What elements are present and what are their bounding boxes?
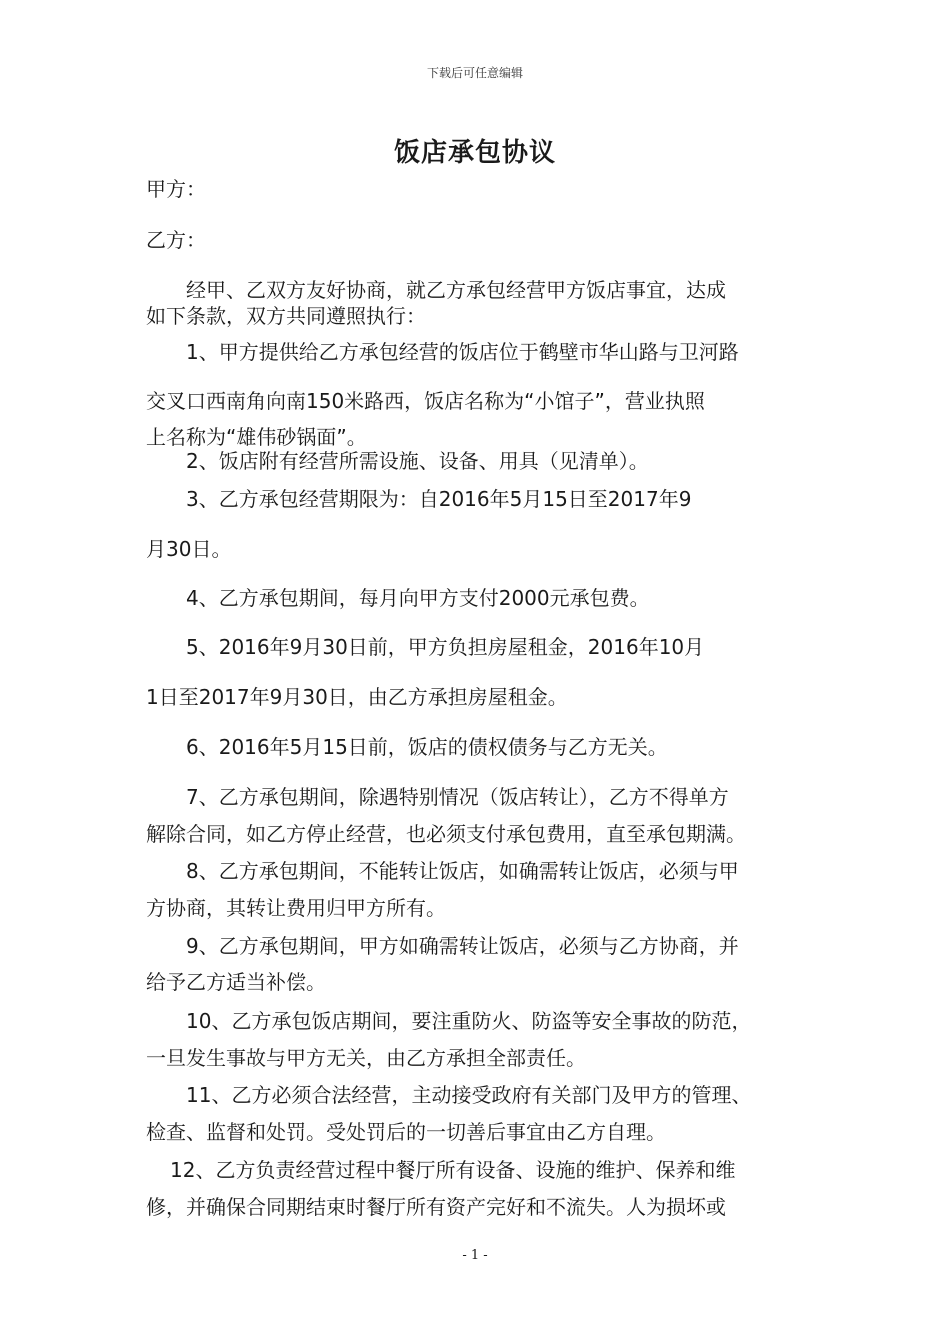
party-b-label: 乙方： xyxy=(146,228,206,252)
clause-line: 一旦发生事故与甲方无关，由乙方承担全部责任。 xyxy=(146,1046,586,1070)
clause-line: 上名称为“雄伟砂锅面”。 xyxy=(146,425,367,449)
clause-line: 1、甲方提供给乙方承包经营的饭店位于鹤壁市华山路与卫河路 xyxy=(186,340,739,364)
clause-line: 1日至2017年9月30日，由乙方承担房屋租金。 xyxy=(146,685,568,709)
clause-line: 修，并确保合同期结束时餐厅所有资产完好和不流失。人为损坏或 xyxy=(146,1195,726,1219)
clause-line: 方协商，其转让费用归甲方所有。 xyxy=(146,896,446,920)
clause-line: 3、乙方承包经营期限为：自2016年5月15日至2017年9 xyxy=(186,487,692,511)
clause-line: 5、2016年9月30日前，甲方负担房屋租金，2016年10月 xyxy=(186,635,705,659)
clause-line: 11、乙方必须合法经营，主动接受政府有关部门及甲方的管理、 xyxy=(186,1083,752,1107)
clause-line: 交叉口西南角向南150米路西，饭店名称为“小馆子”，营业执照 xyxy=(146,389,705,413)
clause-line: 12、乙方负责经营过程中餐厅所有设备、设施的维护、保养和维 xyxy=(170,1158,736,1182)
clause-line: 8、乙方承包期间，不能转让饭店，如确需转让饭店，必须与甲 xyxy=(186,859,739,883)
clause-line: 月30日。 xyxy=(146,537,232,561)
clause-line: 10、乙方承包饭店期间，要注重防火、防盗等安全事故的防范， xyxy=(186,1009,752,1033)
document-title: 饭店承包协议 xyxy=(393,138,556,168)
clause-line: 7、乙方承包期间，除遇特别情况（饭店转让），乙方不得单方 xyxy=(186,785,729,809)
clause-line: 给予乙方适当补偿。 xyxy=(146,970,326,994)
clause-line: 检查、监督和处罚。受处罚后的一切善后事宜由乙方自理。 xyxy=(146,1120,666,1144)
clause-line: 6、2016年5月15日前，饭店的债权债务与乙方无关。 xyxy=(186,735,668,759)
clause-line: 9、乙方承包期间，甲方如确需转让饭店，必须与乙方协商，并 xyxy=(186,934,739,958)
clause-line: 2、饭店附有经营所需设施、设备、用具（见清单）。 xyxy=(186,449,649,473)
clause-line: 解除合同，如乙方停止经营，也必须支付承包费用，直至承包期满。 xyxy=(146,822,746,846)
page-number: - 1 - xyxy=(462,1248,488,1263)
body-line: 如下条款，双方共同遵照执行： xyxy=(146,304,426,328)
clause-line: 4、乙方承包期间，每月向甲方支付2000元承包费。 xyxy=(186,586,650,610)
party-a-label: 甲方： xyxy=(146,177,206,201)
body-line: 经甲、乙双方友好协商，就乙方承包经营甲方饭店事宜，达成 xyxy=(186,278,726,302)
header-note: 下载后可任意编辑 xyxy=(426,66,523,80)
